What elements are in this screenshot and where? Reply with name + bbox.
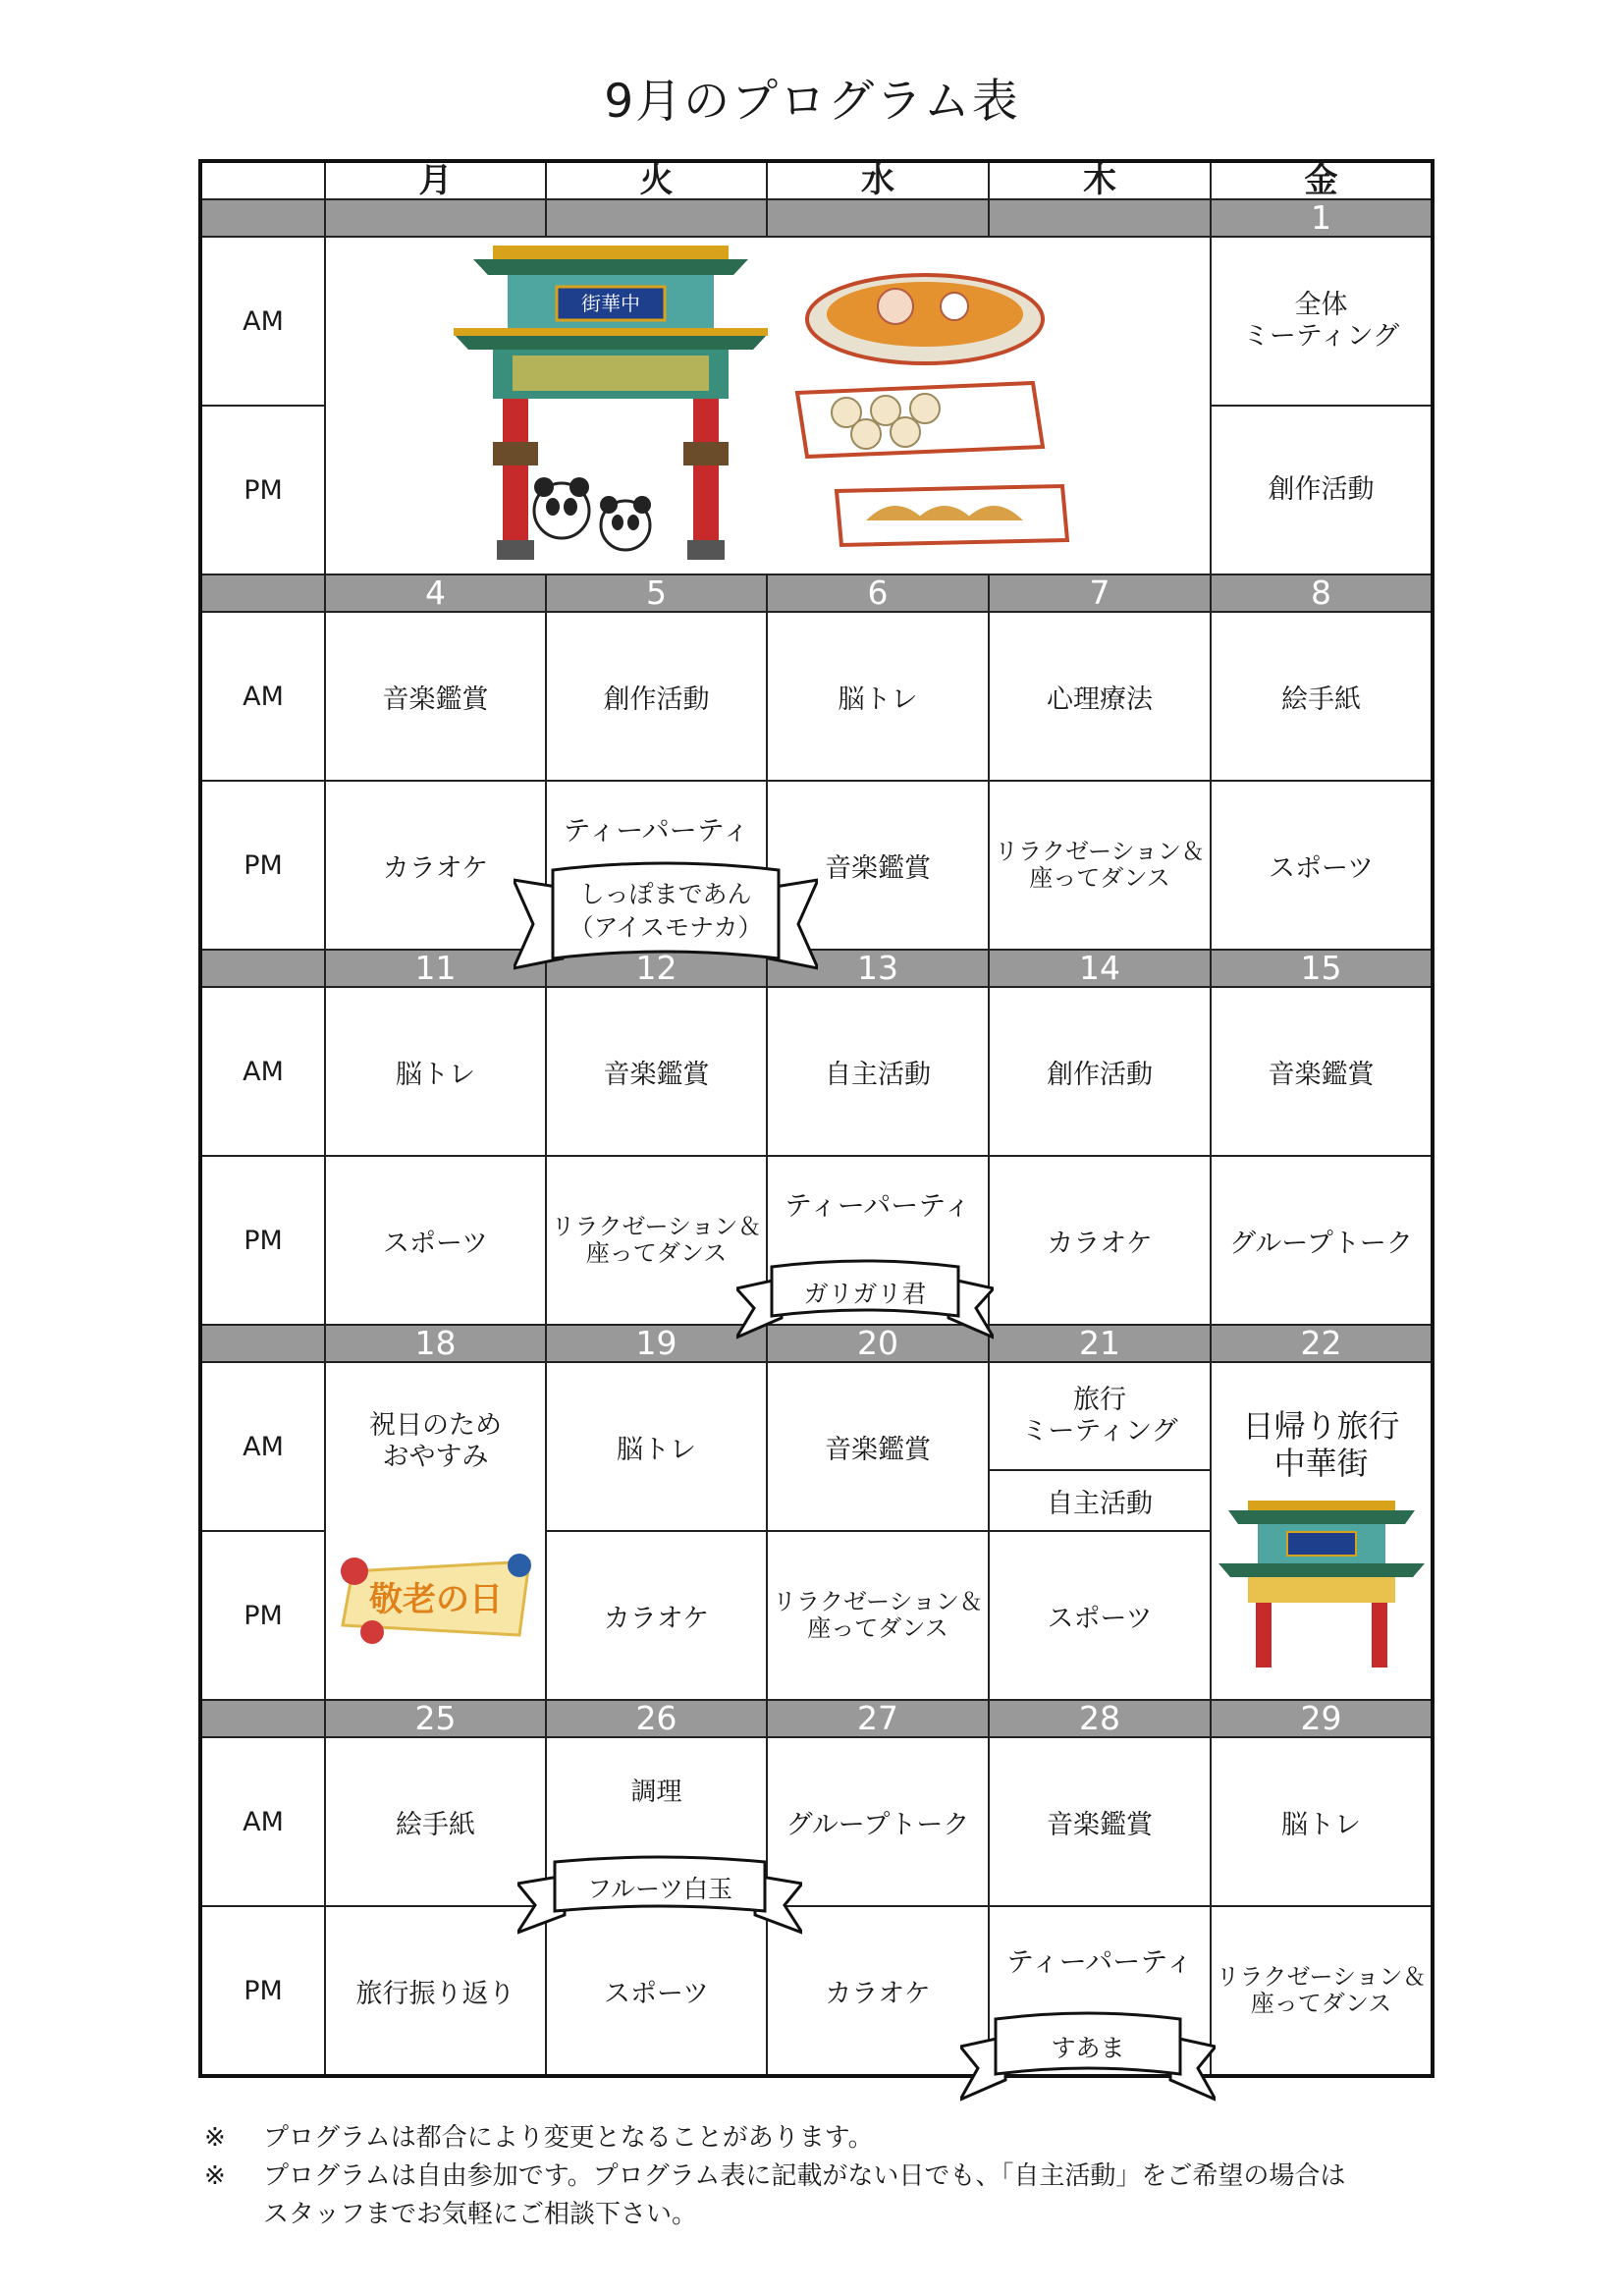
note-text: スタッフまでお気軽にご相談下さい。 xyxy=(263,2200,698,2229)
date-cell: 1 xyxy=(1211,199,1433,237)
date-cell: 13 xyxy=(767,950,989,987)
day-trip-label: 日帰り旅行 中華街 xyxy=(1242,1407,1400,1482)
date-cell: 20 xyxy=(767,1325,989,1362)
pm-label: PM xyxy=(200,781,325,950)
note-line xyxy=(204,2119,1345,2158)
date-cell: 26 xyxy=(546,1700,767,1737)
weekday-tue: 火 xyxy=(546,161,767,199)
ramen-illustration xyxy=(807,275,1043,363)
svg-text:敬老の日: 敬老の日 xyxy=(368,1579,503,1619)
activity-cell: 音楽鑑賞 xyxy=(989,1737,1211,1906)
pm-label: PM xyxy=(200,406,325,574)
activity-cell: 絵手紙 xyxy=(325,1737,546,1906)
tea-party-label: ティーパーティ xyxy=(1005,1945,1194,1978)
activity-cell: 脳トレ xyxy=(325,987,546,1156)
note-mark: ※ xyxy=(204,2123,226,2153)
activity-cell: 旅行振り返り xyxy=(325,1906,546,2076)
activity-cell: リラクゼーション＆ 座ってダンス xyxy=(1211,1906,1433,2076)
chinatown-illustration xyxy=(325,237,1211,574)
am-row xyxy=(200,1362,1433,1531)
weekday-wed: 水 xyxy=(767,161,989,199)
date-cell: 8 xyxy=(1211,574,1433,612)
activity-cell: 創作活動 xyxy=(546,612,767,781)
am-label: AM xyxy=(200,237,325,406)
tea-party-label: ティーパーティ xyxy=(563,814,750,847)
date-cell: 6 xyxy=(767,574,989,612)
weekday-thu: 木 xyxy=(989,161,1211,199)
ribbon-banner: しっぽまであん （アイスモナカ） xyxy=(514,860,818,978)
pm-label: PM xyxy=(200,1156,325,1325)
cooking-label: 調理 xyxy=(630,1777,682,1807)
activity-cell: 音楽鑑賞 xyxy=(325,612,546,781)
day-trip-cell xyxy=(1211,1362,1433,1700)
date-row xyxy=(200,199,1433,237)
note-mark: ※ xyxy=(204,2161,226,2191)
pm-label: PM xyxy=(200,1906,325,2076)
activity-cell: カラオケ xyxy=(989,1156,1211,1325)
date-cell: 18 xyxy=(325,1325,546,1362)
am-row xyxy=(200,612,1433,781)
ribbon-banner: すあま xyxy=(960,2007,1216,2105)
am-label: AM xyxy=(200,1362,325,1531)
activity-cell: 脳トレ xyxy=(767,612,989,781)
activity-cell: 創作活動 xyxy=(1211,406,1433,574)
date-cell: 5 xyxy=(546,574,767,612)
activity-cell: 自主活動 xyxy=(767,987,989,1156)
date-cell xyxy=(767,199,989,237)
date-cell: 12 xyxy=(546,950,767,987)
activity-cell: リラクゼーション＆ 座ってダンス xyxy=(767,1531,989,1700)
date-cell: 14 xyxy=(989,950,1211,987)
date-cell: 21 xyxy=(989,1325,1211,1362)
am-label: AM xyxy=(200,987,325,1156)
svg-text:街華中: 街華中 xyxy=(581,291,640,315)
activity-cell: リラクゼーション＆ 座ってダンス xyxy=(546,1156,767,1325)
date-cell: 15 xyxy=(1211,950,1433,987)
activity-cell: リラクゼーション＆ 座ってダンス xyxy=(989,781,1211,950)
activity-cell: 音楽鑑賞 xyxy=(767,1362,989,1531)
tea-party-label: ティーパーティ xyxy=(784,1189,972,1222)
holiday-label: 祝日のため おやすみ xyxy=(369,1410,502,1472)
activity-cell: 脳トレ xyxy=(546,1362,767,1531)
keiro-no-hi-image xyxy=(333,1542,539,1650)
chinatown-gate-small-image xyxy=(1218,1501,1425,1667)
activity-cell: スポーツ xyxy=(1211,781,1433,950)
chinatown-gate-image xyxy=(454,246,1082,560)
activity-cell: 音楽鑑賞 xyxy=(1211,987,1433,1156)
am-row xyxy=(200,237,1433,406)
corner-cell xyxy=(200,161,325,199)
activity-cell: カラオケ xyxy=(546,1531,767,1700)
activity-cell: 脳トレ xyxy=(1211,1737,1433,1906)
am-label: AM xyxy=(200,612,325,781)
page-title: 9月のプログラム表 xyxy=(604,75,1020,129)
date-cell xyxy=(546,199,767,237)
date-cell xyxy=(989,199,1211,237)
am-row xyxy=(200,987,1433,1156)
am-row xyxy=(200,1737,1433,1906)
self-activity: 自主活動 xyxy=(1047,1488,1153,1519)
activity-cell: 創作活動 xyxy=(989,987,1211,1156)
date-cell: 27 xyxy=(767,1700,989,1737)
footnotes xyxy=(204,2119,1345,2234)
activity-cell xyxy=(989,1362,1211,1531)
date-cell: 28 xyxy=(989,1700,1211,1737)
date-cell: 25 xyxy=(325,1700,546,1737)
activity-cell: スポーツ xyxy=(325,1156,546,1325)
date-cell: 7 xyxy=(989,574,1211,612)
ribbon-banner: フルーツ白玉 xyxy=(517,1854,802,1942)
date-row xyxy=(200,1700,1433,1737)
note-text: プログラムは自由参加です。プログラム表に記載がない日でも、「自主活動」をご希望の場合は xyxy=(263,2161,1346,2191)
activity-cell: カラオケ xyxy=(325,781,546,950)
activity-cell: 音楽鑑賞 xyxy=(546,987,767,1156)
activity-cell: スポーツ xyxy=(989,1531,1211,1700)
activity-cell: 全体 ミーティング xyxy=(1211,237,1433,406)
pm-row xyxy=(200,1906,1433,2076)
date-cell: 29 xyxy=(1211,1700,1433,1737)
date-cell: 19 xyxy=(546,1325,767,1362)
activity-cell: スポーツ xyxy=(546,1906,767,2076)
gyoza-illustration xyxy=(837,486,1067,545)
activity-cell: カラオケ xyxy=(767,1906,989,2076)
weekday-mon: 月 xyxy=(325,161,546,199)
date-row xyxy=(200,574,1433,612)
shumai-illustration xyxy=(797,383,1043,457)
activity-cell: グループトーク xyxy=(767,1737,989,1906)
weekday-header-row xyxy=(200,161,1433,199)
travel-meeting: 旅行 ミーティング xyxy=(990,1363,1210,1471)
activity-cell: グループトーク xyxy=(1211,1156,1433,1325)
holiday-cell xyxy=(325,1362,546,1700)
pm-label: PM xyxy=(200,1531,325,1700)
activity-cell: 音楽鑑賞 xyxy=(767,781,989,950)
date-cell xyxy=(325,199,546,237)
activity-cell: 心理療法 xyxy=(989,612,1211,781)
program-calendar xyxy=(198,159,1435,2078)
activity-cell: 絵手紙 xyxy=(1211,612,1433,781)
note-line xyxy=(204,2158,1345,2196)
panda-illustration xyxy=(534,477,651,550)
weekday-fri: 金 xyxy=(1211,161,1433,199)
date-cell: 4 xyxy=(325,574,546,612)
am-label: AM xyxy=(200,1737,325,1906)
date-cell: 11 xyxy=(325,950,546,987)
note-text: プログラムは都合により変更となることがあります。 xyxy=(263,2123,874,2153)
ribbon-banner: ガリガリ君 xyxy=(736,1249,994,1347)
date-cell: 22 xyxy=(1211,1325,1433,1362)
